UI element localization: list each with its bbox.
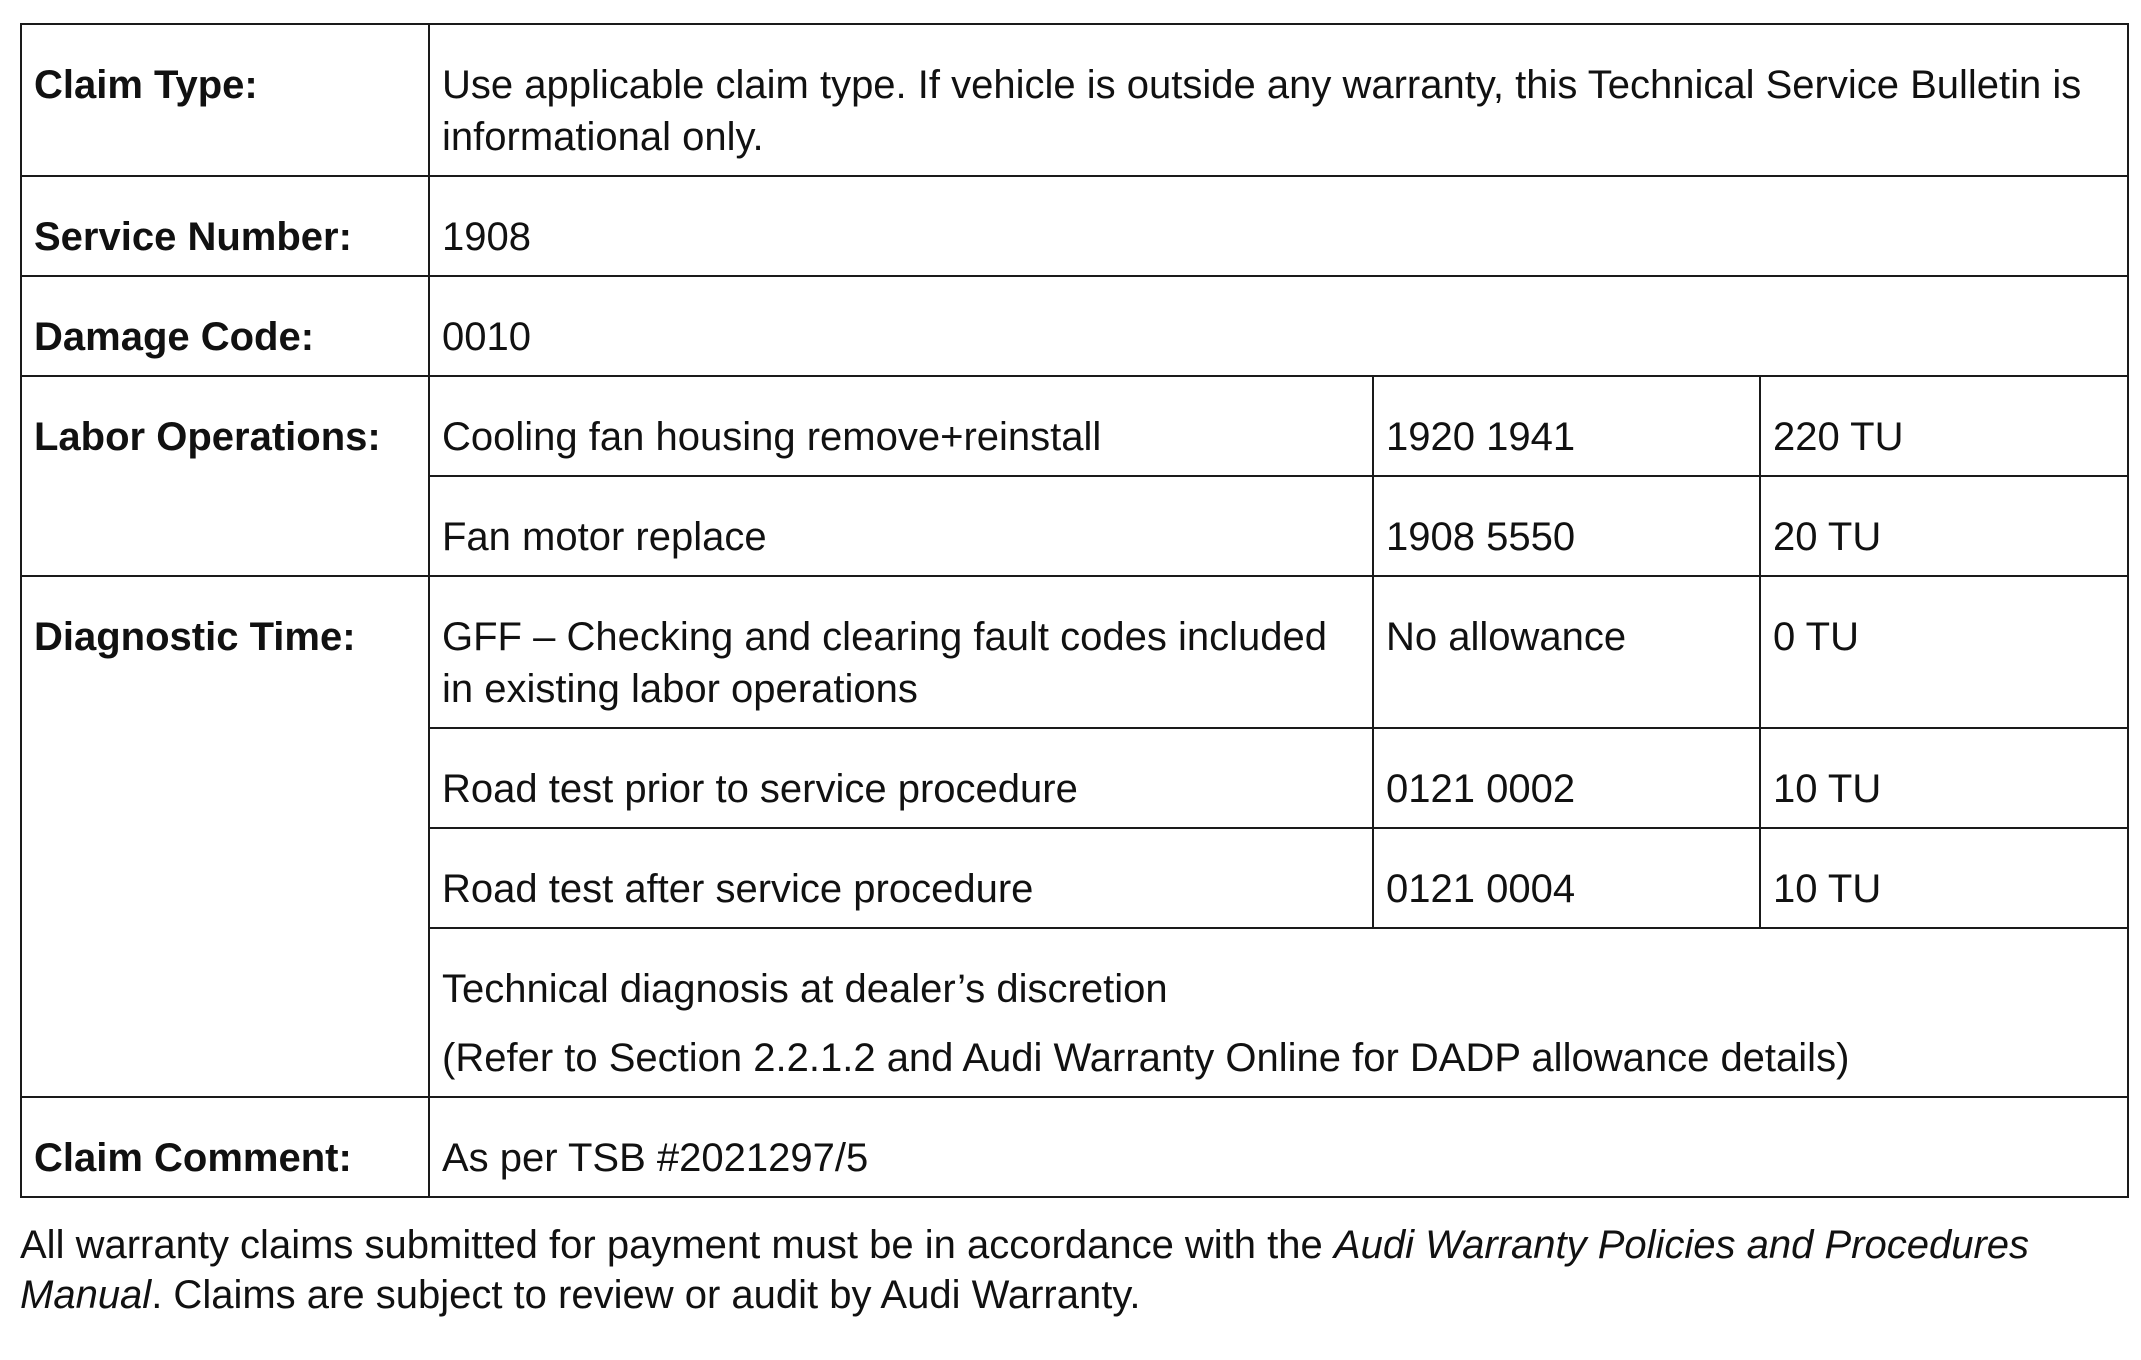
warranty-info-section: [20, 23, 2127, 1360]
diagnostic-note: [429, 928, 2128, 1097]
diagnostic-time: 0 TU: [1760, 576, 2128, 728]
damage-code-label: Damage Code:: [21, 276, 429, 376]
diagnostic-time-label: Diagnostic Time:: [21, 576, 429, 1097]
diagnostic-time: 10 TU: [1760, 828, 2128, 928]
diagnostic-code: No allowance: [1373, 576, 1760, 728]
diagnostic-description: GFF – Checking and clearing fault codes included in existing labor operations: [429, 576, 1373, 728]
claim-comment-value: As per TSB #2021297/5: [429, 1097, 2128, 1197]
diagnostic-note-line1: Technical diagnosis at dealer’s discretion: [442, 967, 1168, 1011]
warranty-footer-note: [20, 1220, 2127, 1320]
service-number-row: [21, 176, 2128, 276]
claim-type-value: Use applicable claim type. If vehicle is outside any warranty, this Technical Service Bulletin is informational only.: [429, 24, 2128, 176]
warranty-claim-table: [20, 23, 2129, 1198]
footer-text-after: . Claims are subject to review or audit by Audi Warranty.: [151, 1273, 1141, 1317]
claim-type-label: Claim Type:: [21, 24, 429, 176]
warranty-manual-title: Audi Warranty Policies and Procedures Manual: [20, 1223, 2030, 1317]
damage-code-row: [21, 276, 2128, 376]
service-number-label: Service Number:: [21, 176, 429, 276]
claim-comment-label: Claim Comment:: [21, 1097, 429, 1197]
labor-operation-row: [21, 376, 2128, 476]
labor-operations-label: Labor Operations:: [21, 376, 429, 576]
labor-operation-code: 1908 5550: [1373, 476, 1760, 576]
labor-operation-code: 1920 1941: [1373, 376, 1760, 476]
damage-code-value: 0010: [429, 276, 2128, 376]
labor-operation-description: Cooling fan housing remove+reinstall: [429, 376, 1373, 476]
diagnostic-description: Road test after service procedure: [429, 828, 1373, 928]
claim-type-row: [21, 24, 2128, 176]
diagnostic-note-line2: (Refer to Section 2.2.1.2 and Audi Warranty Online for DADP allowance details): [442, 1036, 1850, 1080]
diagnostic-time: 10 TU: [1760, 728, 2128, 828]
footer-text-before: All warranty claims submitted for payment must be in accordance with the: [20, 1223, 1334, 1267]
diagnostic-code: 0121 0004: [1373, 828, 1760, 928]
labor-operation-description: Fan motor replace: [429, 476, 1373, 576]
labor-operation-time: 220 TU: [1760, 376, 2128, 476]
diagnostic-code: 0121 0002: [1373, 728, 1760, 828]
diagnostic-row: [21, 576, 2128, 728]
service-number-value: 1908: [429, 176, 2128, 276]
diagnostic-description: Road test prior to service procedure: [429, 728, 1373, 828]
claim-comment-row: [21, 1097, 2128, 1197]
labor-operation-time: 20 TU: [1760, 476, 2128, 576]
